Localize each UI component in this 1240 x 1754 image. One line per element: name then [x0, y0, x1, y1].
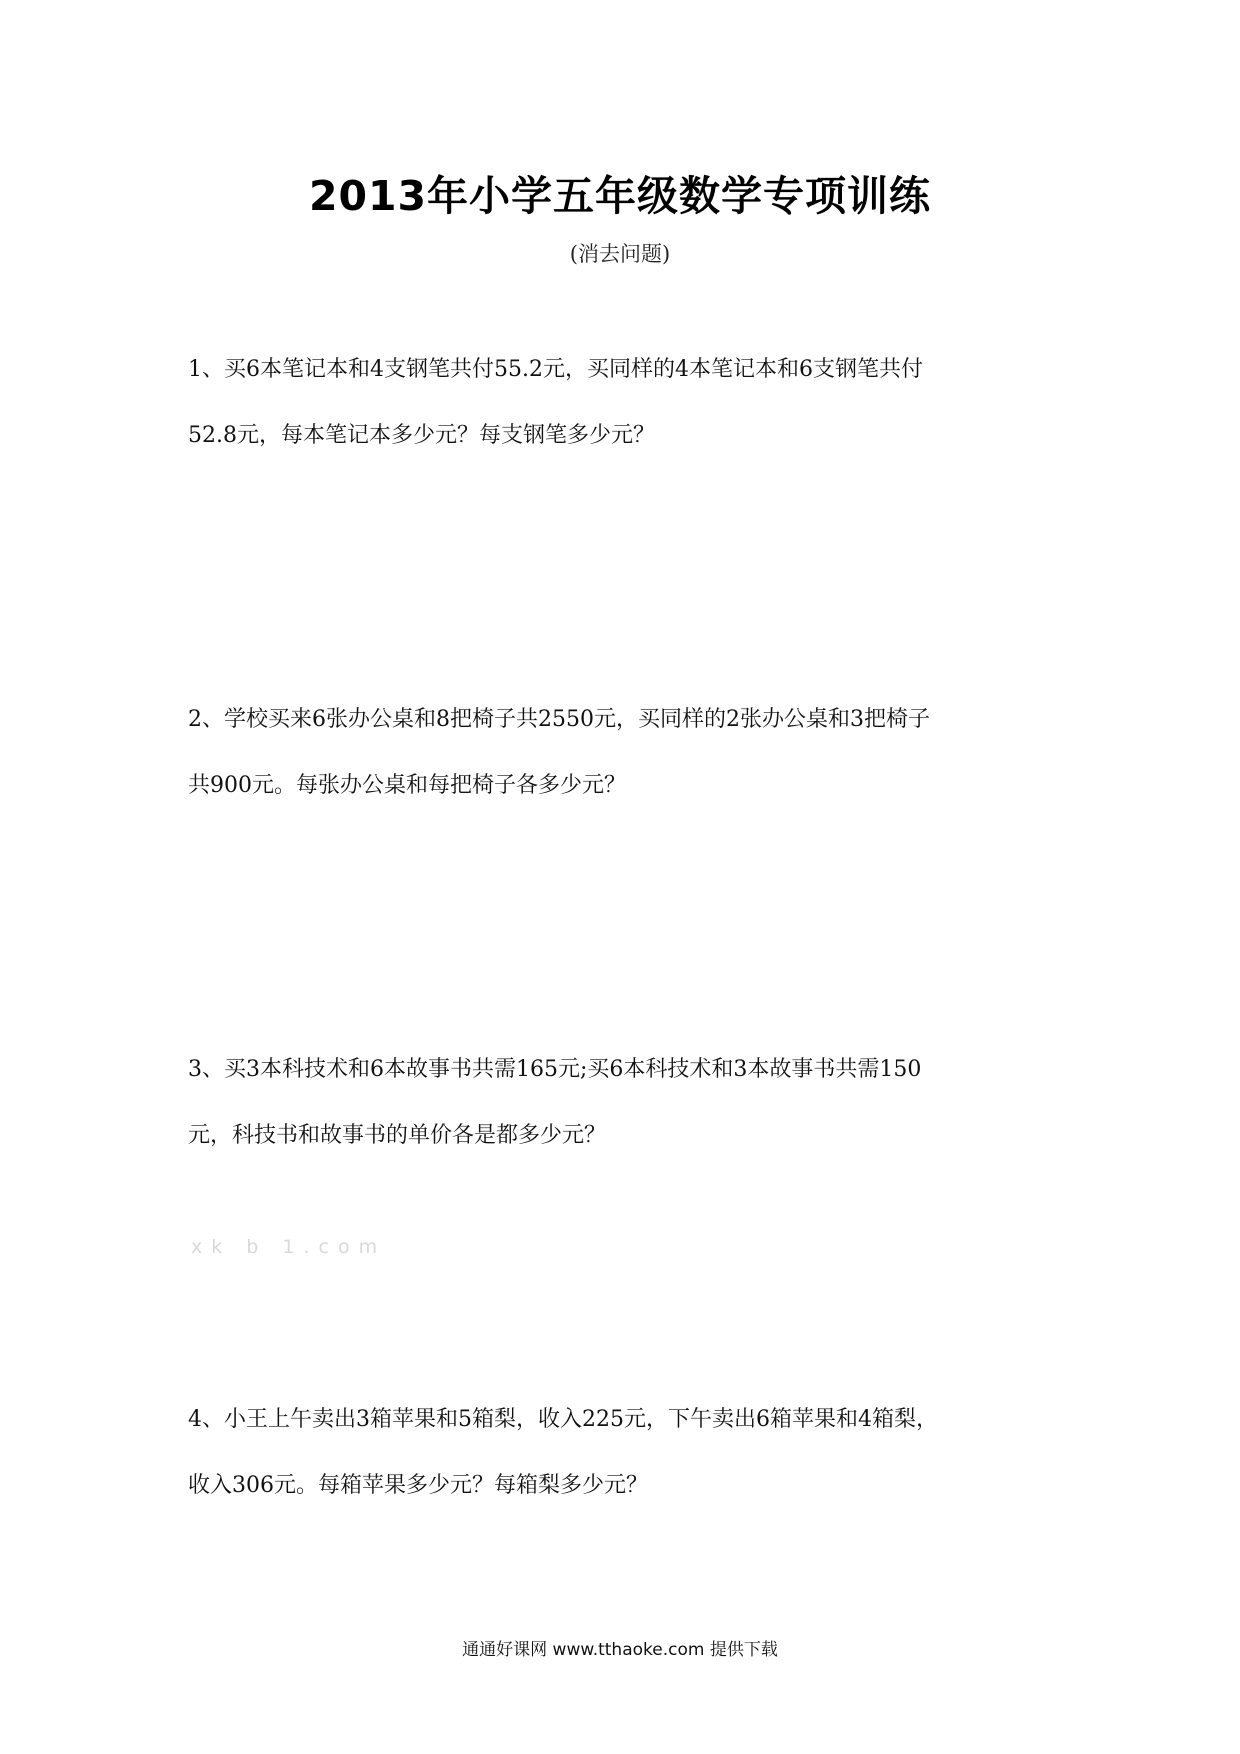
watermark-text: xk b 1.com: [191, 1236, 387, 1258]
question-3: [188, 1037, 1068, 1169]
question-1: [188, 337, 1068, 469]
question-line: 4、小王上午卖出3箱苹果和5箱梨，收入225元，下午卖出6箱苹果和4箱梨，: [188, 1407, 938, 1432]
question-line: 2、学校买来6张办公桌和8把椅子共2550元，买同样的2张办公桌和3把椅子: [188, 707, 930, 732]
page-subtitle: (消去问题): [569, 242, 671, 266]
question-line: 52.8元，每本笔记本多少元？每支钢笔多少元？: [188, 423, 655, 448]
question-line: 收入306元。每箱苹果多少元？每箱梨多少元？: [188, 1473, 648, 1498]
page-title: 2013年小学五年级数学专项训练: [308, 172, 932, 220]
question-4: [188, 1387, 1068, 1519]
page-footer: 通通好课网 www.tthaoke.com 提供下载: [462, 1640, 778, 1660]
question-line: 3、买3本科技术和6本故事书共需165元;买6本科技术和3本故事书共需150: [188, 1057, 922, 1082]
question-line: 元，科技书和故事书的单价各是都多少元？: [188, 1123, 607, 1148]
question-2: [188, 687, 1068, 819]
question-line: 共900元。每张办公桌和每把椅子各多少元？: [188, 773, 626, 798]
question-line: 1、买6本笔记本和4支钢笔共付55.2元，买同样的4本笔记本和6支钢笔共付: [188, 357, 923, 382]
